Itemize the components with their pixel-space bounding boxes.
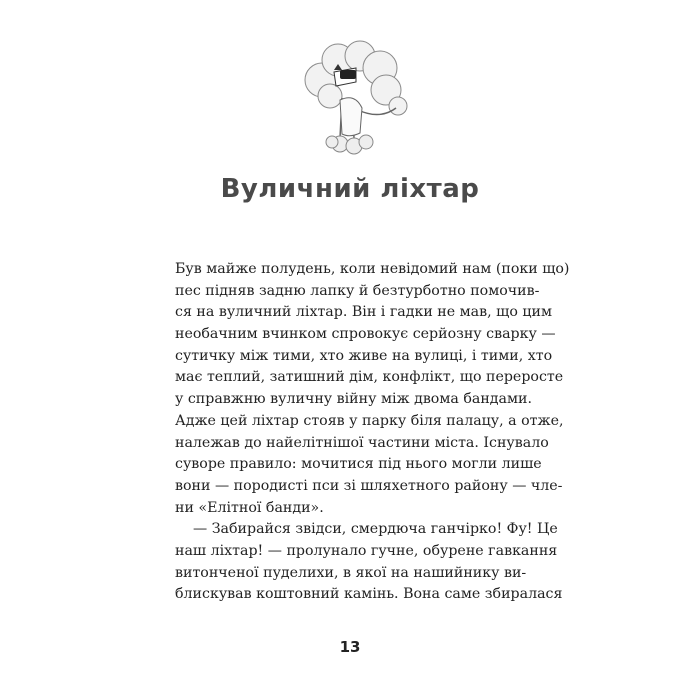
text-line: у справжню вуличну війну між двома бандами. bbox=[175, 391, 533, 408]
text-line: сутичку між тими, хто живе на вулиці, і тими, хто bbox=[175, 347, 553, 364]
text-line: ни «Елітної банди». bbox=[175, 499, 324, 516]
text-line: Адже цей ліхтар стояв у парку біля палацу, а отже, bbox=[175, 412, 564, 429]
poodle-illustration-icon bbox=[300, 38, 410, 166]
text-line: наш ліхтар! — пролунало гучне, обурене гавкання bbox=[175, 542, 558, 559]
text-line: вони — породисті пси зі шляхетного району — чле- bbox=[175, 477, 563, 494]
text-line: ся на вуличний ліхтар. Він і гадки не мав, що цим bbox=[175, 304, 553, 321]
text-line: пес підняв задню лапку й безтурботно помочив- bbox=[175, 282, 540, 299]
text-line: суворе правило: мочитися під нього могли лише bbox=[175, 456, 542, 473]
text-line: належав до найелітнішої частини міста. Існувало bbox=[175, 434, 549, 451]
body-text bbox=[175, 259, 570, 606]
text-line: блискував коштовний камінь. Вона саме збиралася bbox=[175, 586, 563, 603]
chapter-title: Вуличний ліхтар bbox=[220, 174, 480, 204]
text-line: має теплий, затишний дім, конфлікт, що переросте bbox=[175, 369, 564, 386]
text-line: Був майже полудень, коли невідомий нам (поки що) bbox=[175, 261, 570, 277]
page-number: 13 bbox=[339, 638, 361, 656]
text-line: необачним вчинком спровокує серйозну сварку — bbox=[175, 326, 556, 343]
text-line: — Забирайся звідси, смердюча ганчірко! Фу! Це bbox=[193, 521, 558, 538]
text-line: витонченої пуделихи, в якої на нашийнику ви- bbox=[175, 564, 527, 581]
